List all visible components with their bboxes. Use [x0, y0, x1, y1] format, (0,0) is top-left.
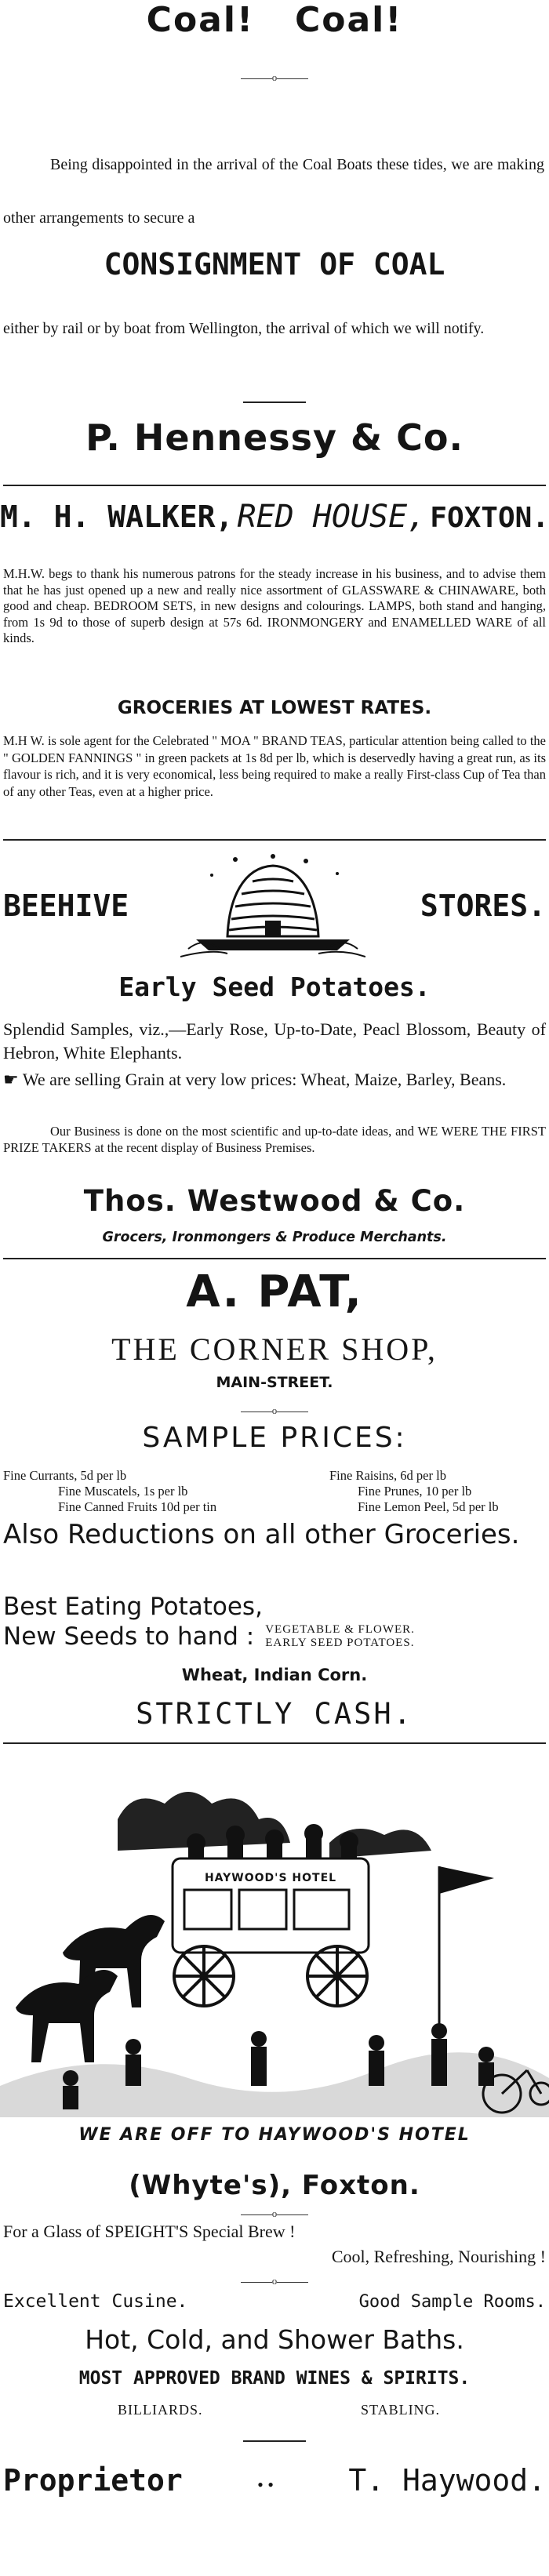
coal-paragraph: Being disappointed in the arrival of the Coal Boats these tides, we are making other arrangements to secure a	[3, 156, 544, 227]
pat-name: A. PAT,	[186, 1266, 363, 1317]
hennessy-firm: P. Hennessy & Co.	[85, 416, 464, 459]
coal-paragraph-2: either by rail or by boat from Wellington, the arrival of which we will notify.	[3, 320, 485, 337]
separator: o	[0, 72, 549, 82]
pat-potatoes: Best Eating Potatoes,	[3, 1593, 263, 1621]
pat-prices-left	[3, 1468, 285, 1515]
hotel-name: (Whyte's), Foxton.	[129, 2170, 420, 2201]
seeds-note: EARLY SEED POTATOES.	[265, 1637, 415, 1649]
walker-header	[0, 497, 549, 538]
illustration-caption: WE ARE OFF TO HAYWOOD'S HOTEL	[78, 2125, 471, 2145]
pointing-hand-icon: ☛	[3, 1070, 19, 1090]
hotel-baths: Hot, Cold, and Shower Baths.	[85, 2324, 464, 2355]
divider	[3, 1258, 546, 1259]
price-item: Fine Lemon Peel, 5d per lb	[358, 1499, 499, 1514]
pat-shop: THE CORNER SHOP,	[111, 1332, 438, 1367]
hotel-illustration	[0, 1749, 549, 2156]
beehive-right-word: STORES.	[420, 888, 546, 923]
hotel-proprietor-row	[3, 2462, 546, 2498]
pat-prices-title: SAMPLE PRICES:	[142, 1422, 407, 1454]
divider	[243, 401, 306, 403]
hotel-proprietor: Proprietor	[3, 2463, 183, 2498]
pat-seeds-notes	[265, 1623, 415, 1650]
beehive-grain	[3, 1068, 546, 1092]
pat-street: MAIN-STREET.	[216, 1374, 333, 1391]
coal-heading: CONSIGNMENT OF COAL	[104, 247, 445, 282]
price-item: Fine Raisins, 6d per lb	[329, 1468, 446, 1483]
coal-title: Coal! Coal!	[146, 0, 403, 40]
separator: o	[0, 1405, 549, 1415]
beehive-grain-text: We are selling Grain at very low prices: Wheat, Maize, Barley, Beans.	[22, 1070, 507, 1089]
pat-seeds-row	[3, 1622, 546, 1651]
beehive-business: Our Business is done on the most scientific and up-to-date ideas, and WE WERE THE FIRST PRIZE TAKERS at the recent display of Business Premises.	[3, 1124, 546, 1155]
pat-seeds: New Seeds to hand :	[3, 1622, 255, 1651]
hotel-stabling: STABLING.	[361, 2402, 441, 2418]
hotel-line-2: Cool, Refreshing, Nourishing !	[331, 2247, 546, 2266]
beehive-subheading: Early Seed Potatoes.	[118, 972, 431, 1002]
walker-tea-paragraph: M.H W. is sole agent for the Celebrated " MOA " BRAND TEAS, particular attention being called to the " GOLDEN FANNINGS " in green packets at 1s 8d per lb, which is deservedly having a great run, as its flavour is rich, and it is very economical, less being required to make a really First-class Cup of Tea than of any other Teas, even at a higher price.	[3, 733, 546, 799]
walker-name: M. H. WALKER,	[0, 500, 234, 534]
separator: o	[0, 2276, 549, 2286]
pat-cash: STRICTLY CASH.	[136, 1697, 413, 1731]
divider	[3, 485, 546, 486]
walker-house: RED HOUSE,	[237, 499, 427, 535]
hotel-rooms: Good Sample Rooms.	[358, 2292, 546, 2312]
walker-paragraph: M.H.W. begs to thank his numerous patrons for the steady increase in his business, and to advise them that he has just opened up a new and really nice assortment of GLASSWARE & CHINAWARE, both good and cheap. BEDROOM SETS, in new designs and colourings. LAMPS, both stand and hanging, from 1s 9d to those of superb design at 57s 6d. IRONMONGERY and ENAMELLED WARE of all kinds.	[3, 566, 546, 645]
beehive-illustration	[180, 852, 365, 961]
price-item: Fine Prunes, 10 per lb	[358, 1484, 472, 1499]
coach-illustration	[0, 1749, 549, 2156]
beehive-samples: Splendid Samples, viz.,—Early Rose, Up-to-Date, Peacl Blossom, Beauty of Hebron, White Elephants.	[3, 1019, 546, 1063]
divider	[3, 1742, 546, 1744]
hotel-cuisine-row	[3, 2290, 546, 2314]
price-item: Fine Currants, 5d per lb	[3, 1468, 127, 1483]
walker-town: FOXTON.	[430, 502, 549, 534]
beehive-left-word: BEEHIVE	[3, 888, 129, 923]
price-item: Fine Muscatels, 1s per lb	[58, 1484, 188, 1499]
seeds-note: VEGETABLE & FLOWER.	[265, 1623, 415, 1636]
hotel-wines: MOST APPROVED BRAND WINES & SPIRITS.	[78, 2368, 471, 2389]
divider	[243, 2440, 306, 2442]
beehive-icon	[180, 852, 365, 961]
coach-sign: HAYWOOD'S HOTEL	[204, 1872, 337, 1884]
pat-reductions: Also Reductions on all other Groceries.	[3, 1519, 520, 1550]
pat-wheat: Wheat, Indian Corn.	[181, 1666, 368, 1684]
hotel-billiards: BILLIARDS.	[118, 2402, 203, 2418]
walker-groceries-heading: GROCERIES AT LOWEST RATES.	[117, 698, 432, 718]
hotel-owner: T. Haywood.	[348, 2463, 546, 2498]
westwood-trade: Grocers, Ironmongers & Produce Merchants.	[102, 1230, 447, 1245]
divider	[3, 839, 546, 841]
ornament-icon: • •	[257, 2475, 274, 2494]
hotel-cuisine: Excellent Cusine.	[3, 2291, 188, 2312]
separator: o	[0, 2208, 549, 2218]
westwood-firm: Thos. Westwood & Co.	[83, 1184, 466, 1218]
hotel-line-1: For a Glass of SPEIGHT'S Special Brew !	[3, 2222, 296, 2241]
pat-prices-right	[329, 1468, 546, 1515]
price-item: Fine Canned Fruits 10d per tin	[58, 1499, 217, 1514]
